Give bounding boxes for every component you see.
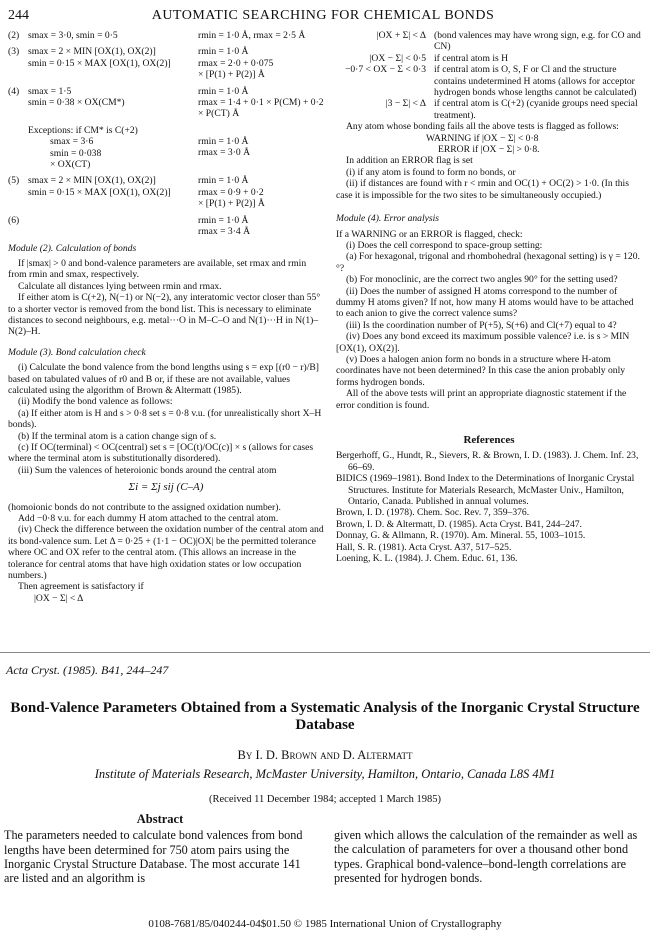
module2-s-line: smax = 1·5 xyxy=(28,85,72,97)
paragraph: (iv) Does any bond exceed its maximum possible valence? i.e. is s > MIN [OX(1), OX(2)]. xyxy=(336,331,630,354)
reference-item: BIDICS (1969–1981). Bond Index to the Determinations of Inorganic Crystal Structures. Institute for Materials Research, McMaster Univ., Hamilton, Ontario, Canada. Published in annual volumes. xyxy=(336,473,635,508)
module2-r-line: rmin = 1·0 Å xyxy=(198,46,249,58)
paragraph: Any atom whose bonding fails all the above tests is flagged as follows: xyxy=(346,121,619,133)
module2-r-line: rmax = 0·9 + 0·2 xyxy=(198,186,264,198)
module2-row-number: (2) xyxy=(8,30,20,41)
module2-r-line: rmax = 1·4 + 0·1 × P(CM) + 0·2 xyxy=(198,97,324,109)
module2-s-limits xyxy=(28,215,198,238)
module2-row xyxy=(8,215,324,238)
abstract-heading: Abstract xyxy=(136,812,184,826)
module2-r-limits xyxy=(198,215,324,238)
check-description: if central atom is O, S, F or Cl and the structure contains undetermined H atoms (allows for acceptor hydrogen bonds whose lengths cannot be calculated) xyxy=(434,64,637,99)
check-description: if central atom is C(+2) (cyanide groups need special treatment). xyxy=(434,98,638,121)
module2-row-number xyxy=(8,125,28,171)
module2-r-limits xyxy=(198,125,324,171)
module2-r-limits xyxy=(198,86,324,120)
module2-row-number: (5) xyxy=(8,175,20,187)
module2-s-limits xyxy=(28,175,198,209)
paragraph: (i) if any atom is found to form no bonds, or xyxy=(346,166,516,178)
paragraph: In addition an ERROR flag is set xyxy=(346,155,473,167)
module2-r-line: × P(CT) Å xyxy=(198,108,240,120)
paragraph: (b) For monoclinic, are the correct two angles 90° for the setting used? xyxy=(346,274,618,286)
module2-r-limits xyxy=(198,30,324,41)
module2-r-line xyxy=(198,125,324,136)
paragraph: (iii) Is the coordination number of P(+5), S(+6) and Cl(+7) equal to 4? xyxy=(346,319,617,331)
module2-s-line: smin = 0·15 × MAX [OX(1), OX(2)] xyxy=(28,57,171,69)
module3-caption: Module (3). Bond calculation check xyxy=(8,346,146,358)
module2-r-line: rmin = 1·0 Å xyxy=(198,85,249,97)
agreement-condition: |OX − Σ| < Δ xyxy=(34,592,84,604)
page-header xyxy=(8,8,638,26)
module2-s-line: smax = 3·6 xyxy=(50,136,94,148)
article-authors: By I. D. Brown and D. Altermatt xyxy=(237,748,413,762)
module2-s-limits xyxy=(28,46,198,80)
module2-r-line: rmax = 3·4 Å xyxy=(198,226,251,238)
right-column xyxy=(336,30,642,564)
module2-caption: Module (2). Calculation of bonds xyxy=(8,242,137,254)
footer-copyright: 0108-7681/85/040244-04$01.50 © 1985 International Union of Crystallography xyxy=(148,918,502,930)
paragraph: If a WARNING or an ERROR is flagged, check: xyxy=(336,228,523,240)
module2-r-line: × [P(1) + P(2)] Å xyxy=(198,69,265,81)
warning-rule: WARNING if |OX − Σ| < 0·8 xyxy=(426,132,539,144)
module2-s-limits xyxy=(28,86,198,120)
module2-s-line: smin = 0·038 xyxy=(50,147,102,159)
module2-s-line xyxy=(28,215,198,226)
module2-row-number: (4) xyxy=(8,85,20,97)
module2-s-line: smax = 2 × MIN [OX(1), OX(2)] xyxy=(28,46,156,58)
module2-s-line: smin = 0·15 × MAX [OX(1), OX(2)] xyxy=(28,186,171,198)
module2-r-line xyxy=(198,159,324,170)
paragraph: Then agreement is satisfactory if xyxy=(18,581,144,593)
journal-line: Acta Cryst. (1985). B41, 244–247 xyxy=(6,663,169,677)
check-condition: |OX + Σ| < Δ xyxy=(376,30,426,41)
module2-r-line: rmin = 1·0 Å xyxy=(198,135,249,147)
module2-r-line: rmax = 3·0 Å xyxy=(198,147,251,159)
module2-r-line: rmin = 1·0 Å xyxy=(198,214,249,226)
reference-item: Hall, S. R. (1981). Acta Cryst. A37, 517–525. xyxy=(336,541,512,553)
check-row xyxy=(336,30,642,53)
module2-row xyxy=(8,30,324,41)
module2-row-number: (6) xyxy=(8,214,20,226)
reference-item: Brown, I. D. (1978). Chem. Soc. Rev. 7, 359–376. xyxy=(336,507,530,519)
paragraph: (iv) Check the difference between the oxidation number of the central atom and its bond-valence sum. Let Δ = 0·25 + (1·1 − OC)|OX| be the permitted tolerance where OC and OX refer to the central atom. (This allows an increase in the tolerance for central atoms that have high oxidation states or low occupation numbers.) xyxy=(8,524,324,582)
check-condition: |3 − Σ| < Δ xyxy=(385,98,426,110)
check-row xyxy=(336,98,642,121)
page-number: 244 xyxy=(8,8,29,23)
paragraph: (a) For hexagonal, trigonal and rhombohedral (hexagonal setting) is γ = 120.°? xyxy=(336,251,640,274)
paragraph: (v) Does a halogen anion form no bonds in a structure where H-atom coordinates have not been determined? In this case the anion probably only forms hydrogen bonds. xyxy=(336,353,626,388)
module2-r-line: rmin = 1·0 Å, rmax = 2·5 Å xyxy=(198,30,306,41)
paragraph: (homoionic bonds do not contribute to the assigned oxidation number). xyxy=(8,501,281,513)
paragraph: Calculate all distances lying between rmin and rmax. xyxy=(18,280,222,292)
module2-s-line: × OX(CT) xyxy=(50,159,91,171)
module2-r-limits xyxy=(198,175,324,209)
received-dates: (Received 11 December 1984; accepted 1 March 1985) xyxy=(209,794,441,805)
module2-s-line: smin = 0·38 × OX(CM*) xyxy=(28,97,125,109)
module2-row xyxy=(8,46,324,80)
check-description: if central atom is H xyxy=(434,52,509,64)
module2-s-limits xyxy=(28,30,198,41)
paragraph: (i) Does the cell correspond to space-group setting: xyxy=(346,239,543,251)
module2-s-line: smax = 2 × MIN [OX(1), OX(2)] xyxy=(28,175,156,187)
module2-row-number: (3) xyxy=(8,46,20,58)
reference-item: Brown, I. D. & Altermatt, D. (1985). Acta Cryst. B41, 244–247. xyxy=(336,518,582,530)
paragraph: (ii) if distances are found with r < rmin and OC(1) + OC(2) > 1·0. (In this case it is impossible for the two sites to be simultaneously occupied.) xyxy=(336,178,629,201)
reference-item: Bergerhoff, G., Hundt, R., Sievers, R. & Brown, I. D. (1983). J. Chem. Inf. 23, 66–69. xyxy=(336,450,639,473)
reference-item: Loening, K. L. (1984). J. Chem. Educ. 61, 136. xyxy=(336,553,518,565)
abstract-left xyxy=(4,812,316,885)
check-description: (bond valences may have wrong sign, e.g. for CO and CN) xyxy=(434,30,641,53)
left-column xyxy=(8,30,324,604)
paragraph: (a) If either atom is H and s > 0·8 set s = 0·8 v.u. (for unrealistically short X–H bonds). xyxy=(8,407,322,431)
paragraph: (i) Calculate the bond valence from the bond lengths using s = exp [(r0 − r)/B] based on tabulated values of r0 and B or, if these are not available, values calculated using the algorithm of Brown & Altermatt (1985). xyxy=(8,362,319,396)
abstract-text-continued: given which allows the calculation of the remainder as well as the calculation of parameters for over a thousand other bond types. Graphical bond-valence–bond-length correlations are presented for hydrogen bonds. xyxy=(334,828,638,885)
article-title: Bond-Valence Parameters Obtained from a Systematic Analysis of the Inorganic Crystal Structure Database xyxy=(10,700,640,733)
module2-row xyxy=(8,175,324,209)
module4-caption: Module (4). Error analysis xyxy=(336,213,440,225)
reference-item: Donnay, G. & Allmann, R. (1970). Am. Mineral. 55, 1003–1015. xyxy=(336,530,586,542)
abstract-right xyxy=(334,828,646,885)
running-title: AUTOMATIC SEARCHING FOR CHEMICAL BONDS xyxy=(151,8,495,23)
paragraph: (c) If OC(terminal) < OC(central) set s = [OC(t)/OC(c)] × s (allows for cases where the terminal atom is substitutionally disordered). xyxy=(8,442,314,465)
paragraph: (ii) Modify the bond valence as follows: xyxy=(18,396,173,408)
paragraph: (ii) Does the number of assigned H atoms correspond to the number of dummy H atoms given? If not, how many H atoms would have to be attached to each anion to give the correct valence sums? xyxy=(336,285,634,320)
module2-r-limits xyxy=(198,46,324,80)
paragraph: If |smax| > 0 and bond-valence parameters are available, set rmax and rmin from rmin and smax, respectively. xyxy=(8,257,307,281)
check-row xyxy=(336,53,642,64)
abstract-text: The parameters needed to calculate bond valences from bond lengths have been determined for 750 atom pairs using the Inorganic Crystal Structure Database. The most accurate 141 are listed and an algorithm is xyxy=(4,828,303,886)
article-affiliation: Institute of Materials Research, McMaster University, Hamilton, Ontario, Canada L8S 4M1 xyxy=(94,767,556,781)
module2-r-line: rmax = 2·0 + 0·075 xyxy=(198,57,274,69)
error-rule: ERROR if |OX − Σ| > 0·8. xyxy=(438,144,540,156)
paragraph: (b) If the terminal atom is a cation change sign of s. xyxy=(18,430,217,442)
sum-formula: Σi = Σj sij (C–A) xyxy=(128,481,204,494)
paragraph: (iii) Sum the valences of heteroionic bonds around the central atom xyxy=(18,464,277,476)
paragraph: Add −0·8 v.u. for each dummy H atom attached to the central atom. xyxy=(18,513,279,525)
check-row xyxy=(336,64,642,98)
check-condition: −0·7 < OX − Σ < 0·3 xyxy=(344,64,426,76)
paragraph: If either atom is C(+2), N(−1) or N(−2), any interatomic vector closer than 55° to a shorter vector is removed from the bond list. This is necessary to eliminate distances to second neighbours, e.g. metal···O in M–C–O and N(1)···H in N(1)–N(2)–H. xyxy=(8,292,321,338)
module2-r-line: × [P(1) + P(2)] Å xyxy=(198,198,265,210)
paragraph: All of the above tests will print an appropriate diagnostic statement if the error condition is found. xyxy=(336,388,627,411)
references-heading: References xyxy=(463,434,515,446)
module2-s-line: Exceptions: if CM* is C(+2) xyxy=(28,124,138,136)
module2-row xyxy=(8,125,324,171)
checks-table xyxy=(336,30,642,121)
section-divider xyxy=(0,652,650,653)
module2-table xyxy=(8,30,324,238)
check-condition: |OX − Σ| < 0·5 xyxy=(369,52,426,64)
module2-r-line: rmin = 1·0 Å xyxy=(198,175,249,187)
module2-row xyxy=(8,86,324,120)
module2-s-line: smax = 3·0, smin = 0·5 xyxy=(28,30,118,41)
module2-s-limits xyxy=(28,125,198,171)
